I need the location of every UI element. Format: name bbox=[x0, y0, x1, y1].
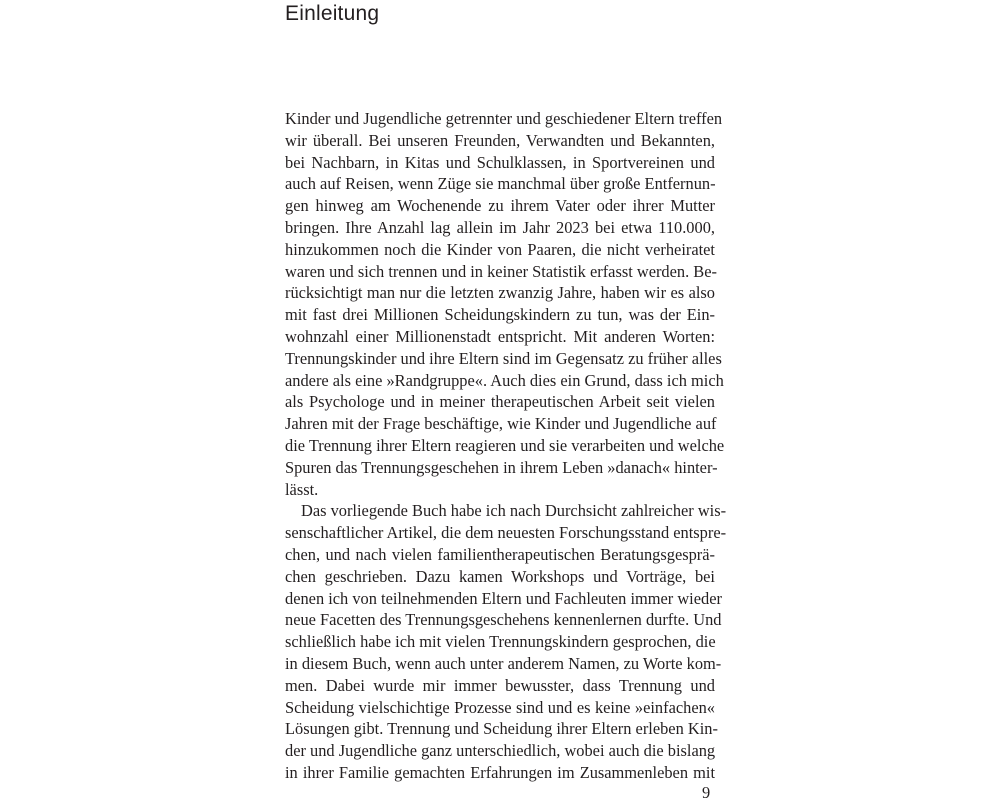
text-line: rücksichtigt man nur die letzten zwanzig Jahre, haben wir es also bbox=[285, 283, 715, 303]
text-line: wir überall. Bei unseren Freunden, Verwandten und Bekannten, bbox=[285, 130, 715, 150]
text-line: denen ich von teilnehmenden Eltern und Fachleuten immer wieder bbox=[285, 588, 722, 608]
text-line: lässt. bbox=[285, 479, 319, 499]
text-line: Jahren mit der Frage beschäftige, wie Kinder und Jugendliche auf bbox=[285, 414, 717, 434]
text-line: auch auf Reisen, wenn Züge sie manchmal über große Entfernun- bbox=[285, 174, 716, 194]
text-line: bringen. Ihre Anzahl lag allein im Jahr 2023 bei etwa 110.000, bbox=[285, 217, 715, 237]
body-text bbox=[285, 108, 727, 784]
text-line: gen hinweg am Wochenende zu ihrem Vater oder ihrer Mutter bbox=[285, 196, 715, 216]
text-line: in ihrer Familie gemachten Erfahrungen im Zusammenleben mit bbox=[285, 762, 715, 782]
text-line: schließlich habe ich mit vielen Trennungskindern gesprochen, die bbox=[285, 632, 716, 652]
text-line: die Trennung ihrer Eltern reagieren und sie verarbeiten und welche bbox=[285, 435, 725, 455]
text-line: chen, und nach vielen familientherapeutischen Beratungsgesprä- bbox=[285, 544, 715, 564]
text-line: senschaftlicher Artikel, die dem neuesten Forschungsstand entspre- bbox=[285, 523, 727, 543]
text-line: hinzukommen noch die Kinder von Paaren, die nicht verheiratet bbox=[285, 239, 715, 259]
text-line: wohnzahl einer Millionenstadt entspricht. Mit anderen Worten: bbox=[285, 326, 715, 346]
text-line: Spuren das Trennungsgeschehen in ihrem Leben »danach« hinter- bbox=[285, 457, 718, 477]
text-line: Lösungen gibt. Trennung und Scheidung ihrer Eltern erleben Kin- bbox=[285, 719, 718, 739]
text-line: Das vorliegende Buch habe ich nach Durchsicht zahlreicher wis- bbox=[301, 501, 727, 521]
paragraph bbox=[285, 500, 727, 783]
chapter-title: Einleitung bbox=[285, 2, 380, 25]
text-line: in diesem Buch, wenn auch unter anderem Namen, zu Worte kom- bbox=[285, 653, 722, 673]
text-line: men. Dabei wurde mir immer bewusster, dass Trennung und bbox=[285, 675, 715, 695]
text-line: als Psychologe und in meiner therapeutischen Arbeit seit vielen bbox=[285, 392, 715, 412]
text-line: mit fast drei Millionen Scheidungskindern zu tun, was der Ein- bbox=[285, 305, 715, 325]
text-line: bei Nachbarn, in Kitas und Schulklassen, in Sportvereinen und bbox=[285, 152, 715, 172]
text-line: chen geschrieben. Dazu kamen Workshops und Vorträge, bei bbox=[285, 566, 715, 586]
page-number: 9 bbox=[702, 783, 711, 802]
text-line: Kinder und Jugendliche getrennter und geschiedener Eltern treffen bbox=[285, 109, 723, 128]
text-line: Scheidung vielschichtige Prozesse sind und es keine »einfachen« bbox=[285, 697, 715, 717]
text-line: neue Facetten des Trennungsgeschehens kennenlernen durfte. Und bbox=[285, 610, 722, 630]
paragraph bbox=[285, 108, 725, 500]
text-line: waren und sich trennen und in keiner Statistik erfasst werden. Be- bbox=[285, 261, 717, 281]
text-line: andere als eine »Randgruppe«. Auch dies ein Grund, dass ich mich bbox=[285, 370, 724, 390]
text-line: der und Jugendliche ganz unterschiedlich, wobei auch die bislang bbox=[285, 741, 716, 761]
text-line: Trennungskinder und ihre Eltern sind im Gegensatz zu früher alles bbox=[285, 348, 722, 368]
